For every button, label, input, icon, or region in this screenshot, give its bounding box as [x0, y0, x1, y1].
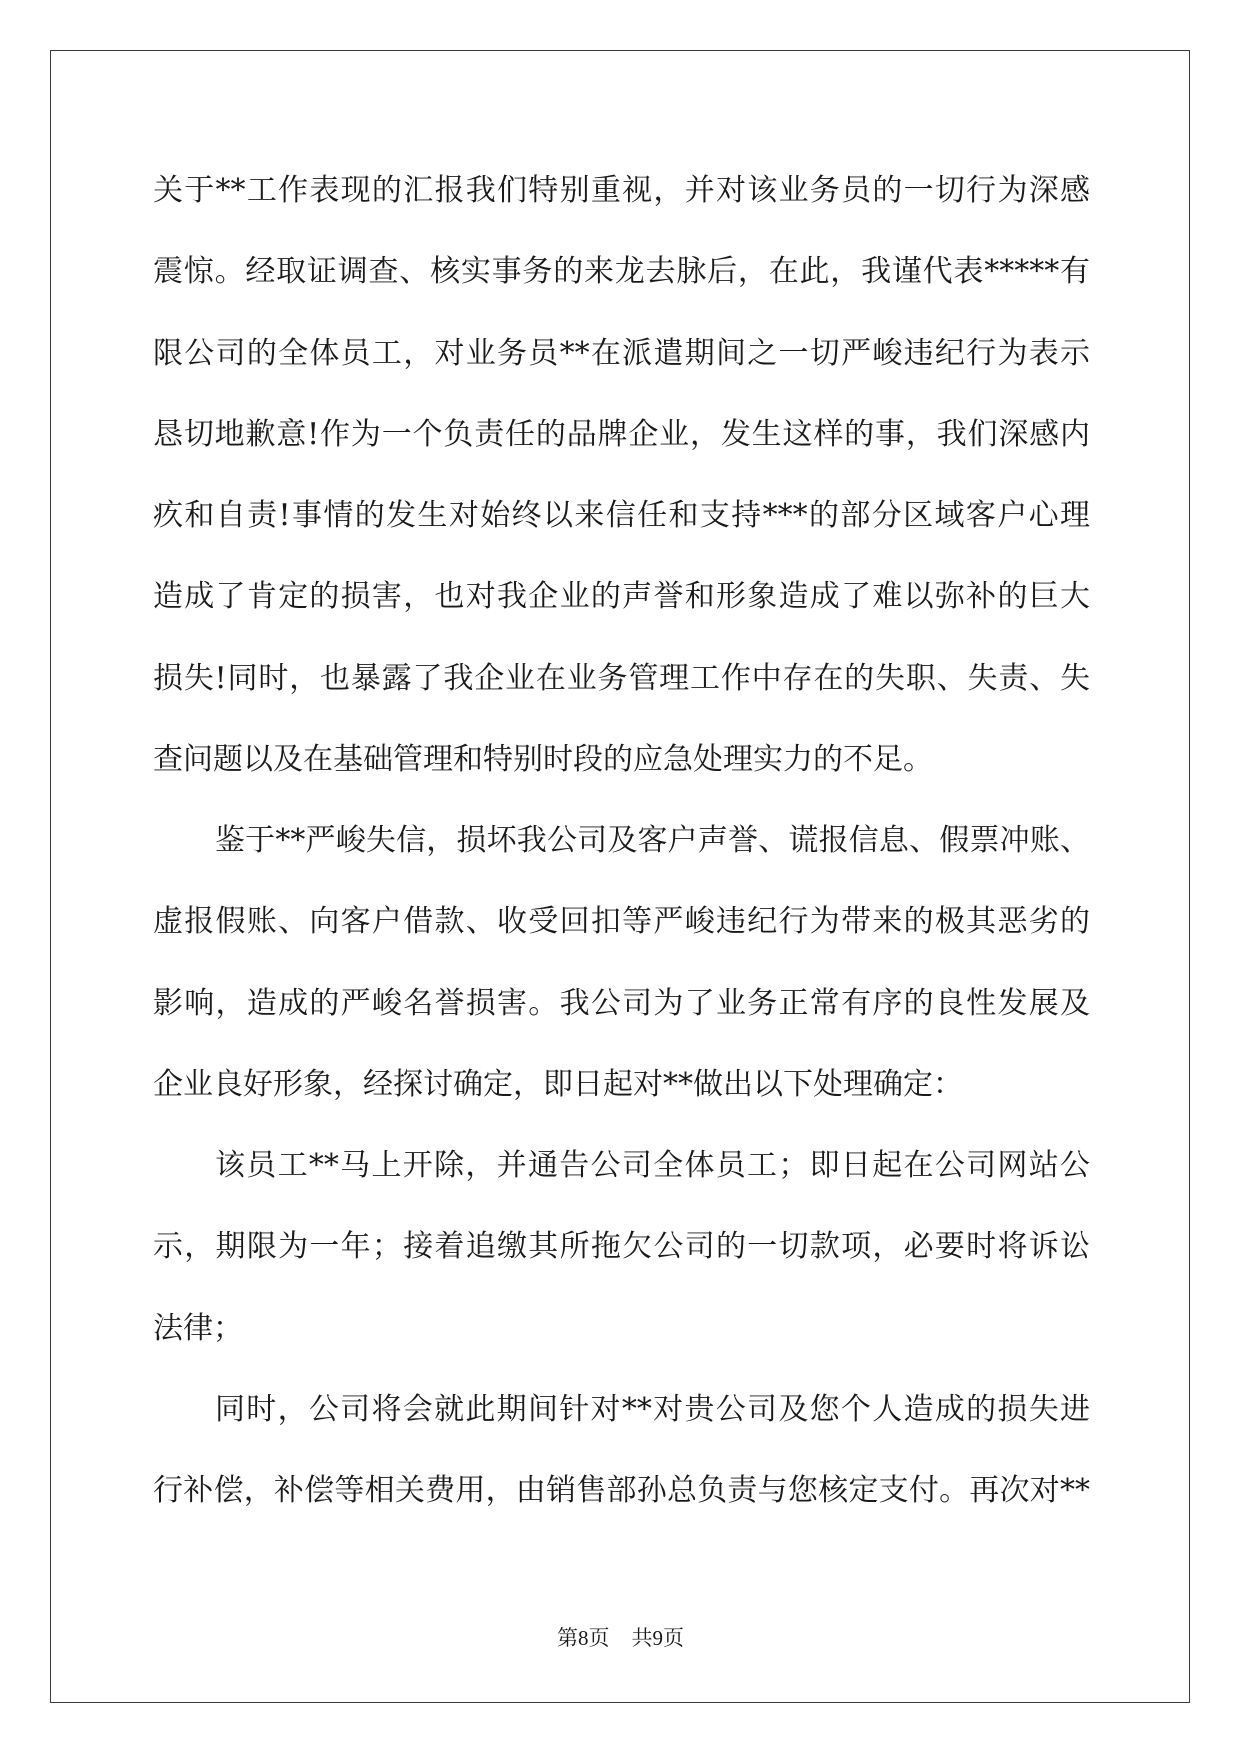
page-count-total: 共9页: [631, 1626, 684, 1650]
text-line: 震惊。经取证调查、核实事务的来龙去脉后，在此，我谨代表*****有: [153, 254, 1090, 290]
page-number-current: 第8页: [557, 1626, 610, 1650]
text-line: 同时，公司将会就此期间针对**对贵公司及您个人造成的损失进: [215, 1391, 1090, 1427]
text-line: 行补偿，补偿等相关费用，由销售部孙总负责与您核定支付。再次对**: [153, 1473, 1090, 1508]
page-footer: [0, 1625, 1241, 1651]
paragraph: [153, 150, 1090, 800]
text-line: 恳切地歉意!作为一个负责任的品牌企业，发生这样的事，我们深感内: [153, 416, 1090, 452]
text-line: 影响，造成的严峻名誉损害。我公司为了业务正常有序的良性发展及: [153, 985, 1090, 1021]
paragraph: [153, 1125, 1090, 1369]
text-line: 鉴于**严峻失信，损坏我公司及客户声誉、谎报信息、假票冲账、: [215, 823, 1090, 858]
text-line: 该员工**马上开除，并通告公司全体员工；即日起在公司网站公: [215, 1148, 1090, 1183]
text-line: 虚报假账、向客户借款、收受回扣等严峻违纪行为带来的极其恶劣的: [153, 904, 1090, 940]
text-line: 查问题以及在基础管理和特别时段的应急处理实力的不足。: [153, 741, 933, 777]
text-line: 损失!同时，也暴露了我企业在业务管理工作中存在的失职、失责、失: [153, 660, 1090, 696]
text-line: 法律；: [153, 1310, 243, 1346]
document-body: [153, 150, 1090, 1531]
text-line: 关于**工作表现的汇报我们特别重视，并对该业务员的一切行为深感: [153, 173, 1090, 208]
paragraph: [153, 1369, 1090, 1532]
text-line: 企业良好形象，经探讨确定，即日起对**做出以下处理确定：: [153, 1066, 963, 1102]
text-line: 示，期限为一年；接着追缴其所拖欠公司的一切款项，必要时将诉讼: [153, 1229, 1090, 1265]
paragraph: [153, 800, 1090, 1125]
text-line: 造成了肯定的损害，也对我企业的声誉和形象造成了难以弥补的巨大: [153, 579, 1090, 615]
text-line: 疚和自责!事情的发生对始终以来信任和支持***的部分区域客户心理: [153, 498, 1090, 533]
text-line: 限公司的全体员工，对业务员**在派遣期间之一切严峻违纪行为表示: [153, 335, 1090, 371]
